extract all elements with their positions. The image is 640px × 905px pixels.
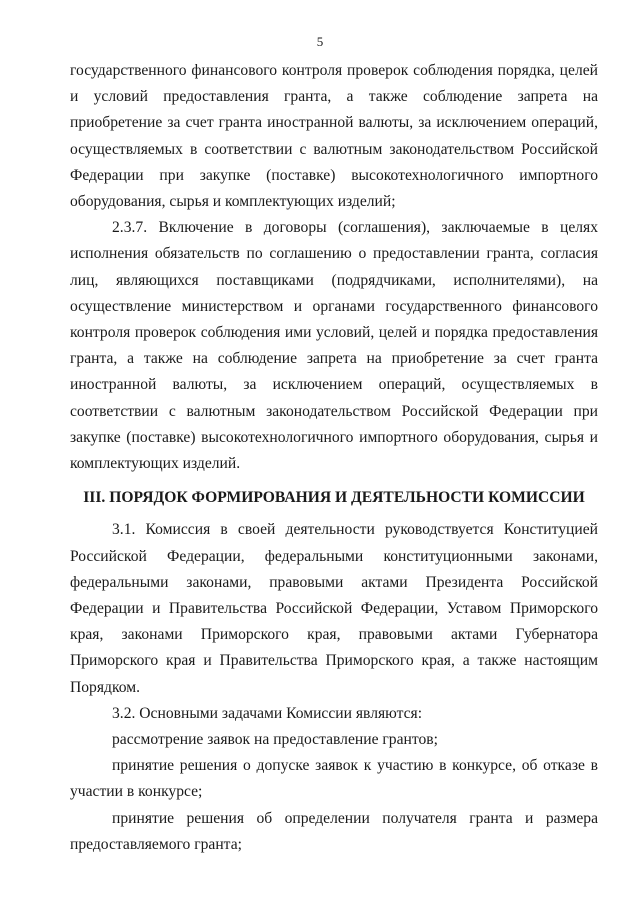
paragraph-2-3-7: 2.3.7. Включение в договоры (соглашения), заключаемые в целях исполнения обязательств по соглашению о предоставлении гранта, согласия лиц, являющихся поставщиками (подрядчиками, исполнителями), на осуществление министерством и органами государственного финансового контроля проверок соблюдения ими условий, целей и порядка предоставления гранта, а также на соблюдение запрета на приобретение за счет гранта иностранной валюты, за исключением операций, осуществляемых в соответствии с валютным законодательством Российской Федерации при закупке (поставке) высокотехнологичного импортного оборудования, сырья и комплектующих изделий. <box>70 219 598 473</box>
paragraph-3-1: 3.1. Комиссия в своей деятельности руководствуется Конституцией Российской Федерации, федеральными конституционными законами, федеральными законами, правовыми актами Президента Российской Федерации и Правительства Российской Федерации, Уставом Приморского края, законами Приморского края, правовыми актами Губернатора Приморского края и Правительства Приморского края, а также настоящим Порядком. <box>70 521 598 696</box>
paragraph-3-2: 3.2. Основными задачами Комиссии являются: <box>112 704 423 722</box>
task-item-admission: принятие решения о допуске заявок к участию в конкурсе, об отказе в участии в конкурсе; <box>70 757 598 801</box>
task-item-review: рассмотрение заявок на предоставление грантов; <box>112 731 438 749</box>
paragraph-continuation: государственного финансового контроля проверок соблюдения порядка, целей и условий предоставления гранта, а также соблюдение запрета на приобретение за счет гранта иностранной валюты, за исключением операций, осуществляемых в соответствии с валютным законодательством Российской Федерации при закупке (поставке) высокотехнологичного импортного оборудования, сырья и комплектующих изделий; <box>70 62 598 211</box>
page-number: 5 <box>316 34 324 49</box>
document-body <box>70 58 598 858</box>
task-item-recipient: принятие решения об определении получателя гранта и размера предоставляемого гранта; <box>70 809 598 853</box>
section-heading: III. ПОРЯДОК ФОРМИРОВАНИЯ И ДЕЯТЕЛЬНОСТИ КОМИССИИ <box>83 489 585 507</box>
